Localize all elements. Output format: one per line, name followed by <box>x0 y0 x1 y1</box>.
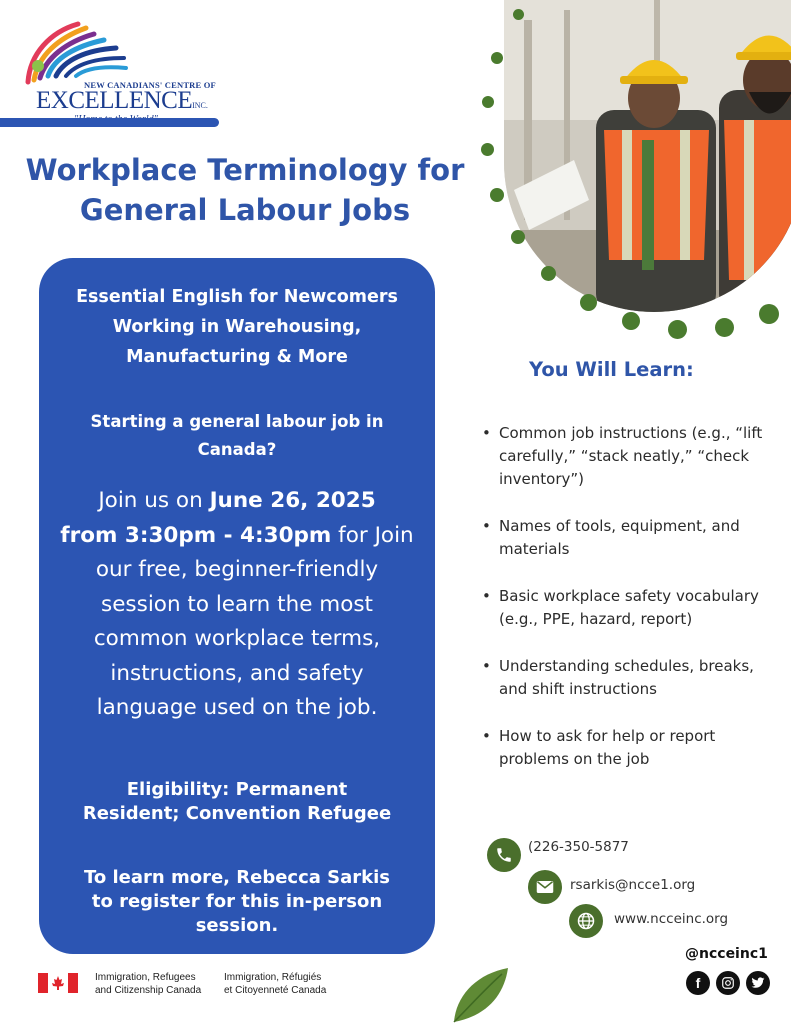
facebook-icon[interactable]: f <box>686 971 710 995</box>
canada-flag-icon <box>38 973 78 993</box>
phone-number[interactable]: (226-350-5877 <box>528 839 629 855</box>
panel-subtitle <box>49 282 425 372</box>
subtitle-line-3: Manufacturing & More <box>126 347 348 367</box>
decor-dot <box>541 266 556 281</box>
list-item: • Basic workplace safety vocabulary (e.g., PPE, hazard, report) <box>482 585 782 631</box>
event-info-panel <box>39 258 435 954</box>
title-line-2: General Labour Jobs <box>79 193 411 227</box>
decor-dot <box>759 304 779 324</box>
eligibility-line-1: Eligibility: Permanent <box>126 779 348 800</box>
leaf-icon <box>450 966 510 1024</box>
learn-list <box>482 422 782 771</box>
title-line-1: Workplace Terminology for <box>25 153 465 187</box>
logo-wordmark <box>36 87 208 115</box>
session-details <box>57 484 417 726</box>
session-description: Join our free, beginner-friendly session to learn the most common workplace terms, instructions, and safety language used on the job. <box>93 522 414 720</box>
list-item: • Understanding schedules, breaks, and shift instructions <box>482 655 782 701</box>
email-link[interactable]: rsarkis@ncce1.org <box>570 877 696 893</box>
question-line-1: Starting a general labour job in <box>90 412 384 431</box>
registration-info <box>59 866 415 938</box>
globe-icon <box>569 904 603 938</box>
more-line-2: to register for this in-person <box>91 891 383 912</box>
subtitle-line-2: Working in Warehousing, <box>112 317 362 337</box>
gov-name-english <box>95 972 201 997</box>
logo-suffix: INC. <box>192 101 208 110</box>
logo-swoosh-graphic <box>20 14 130 86</box>
list-item: • Names of tools, equipment, and materials <box>482 515 782 561</box>
ncce-logo <box>20 14 220 124</box>
decor-dot <box>491 52 503 64</box>
phone-icon <box>487 838 521 872</box>
decor-dot <box>622 312 640 330</box>
logo-main-word: EXCELLENCE <box>36 87 193 114</box>
decor-dot <box>715 318 734 337</box>
list-item: • Common job instructions (e.g., “lift carefully,” “stack neatly,” “check inventory”) <box>482 422 782 491</box>
decor-dot <box>580 294 597 311</box>
list-item: • How to ask for help or report problems on the job <box>482 725 782 771</box>
gov-fr-line-1: Immigration, Réfugiés <box>224 972 322 983</box>
more-line-3: session. <box>195 915 279 936</box>
question-line-2: Canada? <box>197 440 277 459</box>
header-rule <box>0 118 219 127</box>
panel-question <box>69 408 405 464</box>
eligibility-line-2: Resident; Convention Refugee <box>82 803 392 824</box>
decor-dot <box>490 188 504 202</box>
learn-heading: You Will Learn: <box>529 358 694 381</box>
decor-dot <box>511 230 525 244</box>
social-handle: @ncceinc1 <box>685 946 768 962</box>
decor-dot <box>668 320 687 339</box>
gov-en-line-2: and Citizenship Canada <box>95 984 202 996</box>
gov-fr-line-2: et Citoyenneté Canada <box>224 984 327 996</box>
logo-top-line: NEW CANADIANS' CENTRE OF <box>84 80 216 90</box>
envelope-icon <box>528 870 562 904</box>
decor-dot <box>481 143 494 156</box>
session-date: June 26, 2025 <box>209 488 376 513</box>
gov-name-french <box>224 972 326 997</box>
gov-en-line-1: Immigration, Refugees <box>95 972 196 983</box>
eligibility <box>59 778 415 826</box>
decor-dot <box>513 9 524 20</box>
decor-dot <box>482 96 494 108</box>
session-time: from 3:30pm - 4:30pm <box>60 522 332 548</box>
twitter-icon[interactable] <box>746 971 770 995</box>
join-prefix: Join us on <box>98 488 210 513</box>
subtitle-line-1: Essential English for Newcomers <box>76 287 398 307</box>
instagram-icon[interactable] <box>716 971 740 995</box>
join-for: for <box>331 522 368 548</box>
page-title <box>0 150 490 230</box>
more-line-1: To learn more, Rebecca Sarkis <box>83 867 391 888</box>
website-link[interactable]: www.ncceinc.org <box>614 911 729 927</box>
